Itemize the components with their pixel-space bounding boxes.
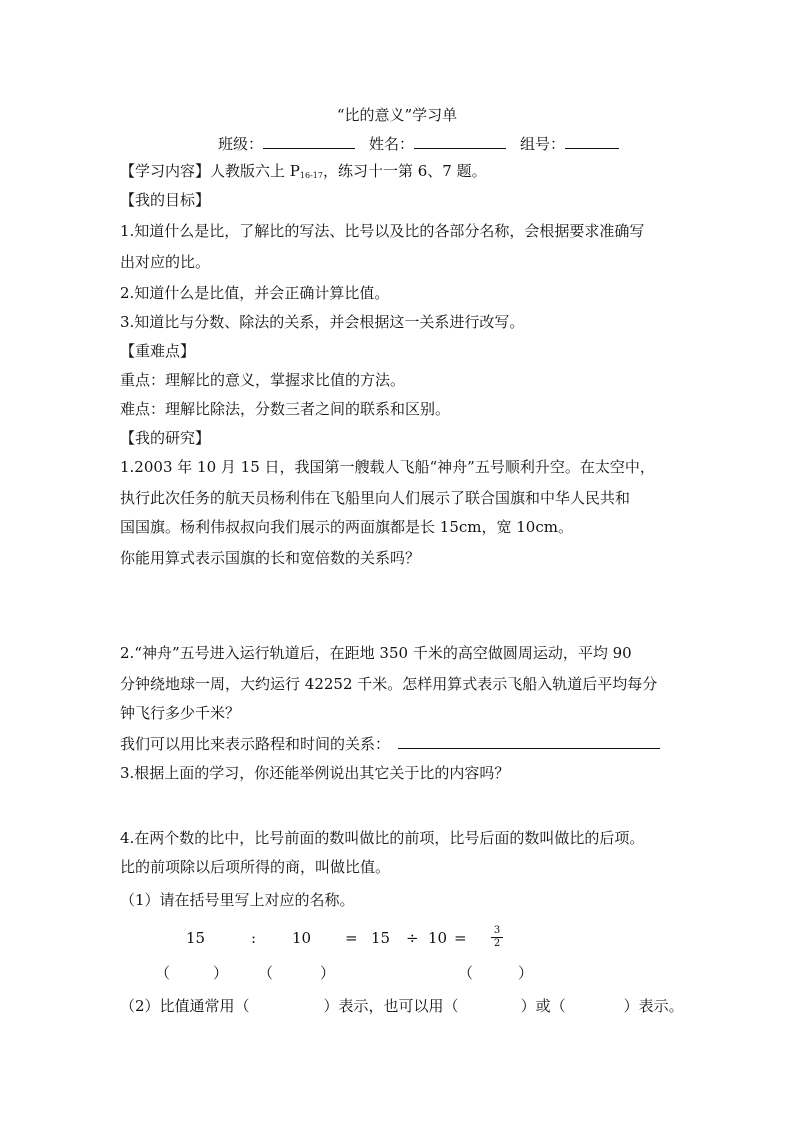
learning-content-label: 【学习内容】: [120, 162, 211, 180]
ratio-back-term: 10: [292, 929, 312, 947]
difficulty-point: 难点：理解比除法，分数三者之间的联系和区别。: [120, 400, 451, 418]
goal-item: 1.知道什么是比，了解比的写法、比号以及比的各部分名称，会根据要求准确写: [120, 222, 645, 240]
fraction-three-halves: [491, 925, 503, 950]
learning-content-text: 人教版六上 P: [210, 162, 300, 180]
answer-paren-close: ）: [518, 964, 534, 982]
sub2-part4: ）表示。: [623, 997, 684, 1015]
question-1-line: 你能用算式表示国旗的长和宽倍数的关系吗？: [120, 549, 421, 567]
question-1-line: 执行此次任务的航天员杨利伟在飞船里向人们展示了联合国旗和中华人民共和: [120, 489, 631, 507]
sub2-part2: ）表示，也可以用（: [323, 997, 459, 1015]
goal-item: 出对应的比。: [120, 253, 211, 271]
page-range: 16-17: [299, 171, 323, 180]
divisor: 10: [428, 929, 448, 947]
question-4-sub2: [120, 996, 684, 1018]
research-heading: 【我的研究】: [120, 429, 211, 447]
page-title: “比的意义”学习单: [336, 106, 458, 124]
dividend: 15: [371, 929, 391, 947]
class-label: 班级：: [218, 135, 264, 153]
group-blank[interactable]: [565, 134, 619, 149]
ratio-prompt: 我们可以用比来表示路程和时间的关系：: [120, 735, 391, 753]
student-info-row: [218, 133, 619, 155]
equals-sign: =: [345, 929, 358, 947]
goal-item: 2.知道什么是比值，并会正确计算比值。: [120, 284, 390, 302]
answer-paren-open: （: [458, 964, 474, 982]
question-1-line: 1.2003 年 10 月 15 日，我国第一艘载人飞船“神舟”五号顺利升空。在太空中，: [120, 458, 655, 476]
learning-content-rest: ，练习十一第 6、7 题。: [322, 162, 487, 180]
class-blank[interactable]: [263, 134, 355, 149]
answer-paren-close: ）: [213, 964, 229, 982]
equals-sign: =: [454, 929, 467, 947]
focus-point: 重点：理解比的意义，掌握求比值的方法。: [120, 371, 406, 389]
goal-item: 3.知道比与分数、除法的关系，并会根据这一关系进行改写。: [120, 313, 525, 331]
sub2-part1: （2）比值通常用（: [120, 997, 250, 1015]
question-2-line: 钟飞行多少千米？: [120, 704, 241, 722]
division-sign: ÷: [406, 929, 419, 947]
goals-heading: 【我的目标】: [120, 191, 211, 209]
key-points-heading: 【重难点】: [120, 342, 196, 360]
question-4-sub1: （1）请在括号里写上对应的名称。: [120, 891, 355, 909]
ratio-colon: :: [251, 929, 257, 947]
question-4-line: 4.在两个数的比中，比号前面的数叫做比的前项，比号后面的数叫做比的后项。: [120, 829, 645, 847]
fraction-numerator: 3: [491, 925, 503, 938]
fraction-denominator: 2: [493, 938, 501, 949]
question-2-line: 2.“神舟”五号进入运行轨道后，在距地 350 千米的高空做圆周运动，平均 90: [120, 644, 632, 662]
ratio-prompt-line: [120, 734, 660, 756]
question-2-line: 分钟绕地球一周，大约运行 42252 千米。怎样用算式表示飞船入轨道后平均每分: [120, 675, 658, 693]
group-label: 组号：: [520, 135, 566, 153]
ratio-front-term: 15: [186, 929, 206, 947]
learning-content-line: [120, 161, 487, 183]
answer-paren-open: （: [258, 964, 274, 982]
name-label: 姓名：: [369, 135, 415, 153]
name-blank[interactable]: [414, 134, 506, 149]
sub2-part3: ）或（: [520, 997, 566, 1015]
ratio-answer-blank[interactable]: [398, 734, 660, 749]
answer-paren-close: ）: [320, 964, 336, 982]
answer-paren-open: （: [155, 964, 171, 982]
question-1-line: 国国旗。杨利伟叔叔向我们展示的两面旗都是长 15cm，宽 10cm。: [120, 518, 573, 536]
question-4-line: 比的前项除以后项所得的商，叫做比值。: [120, 858, 391, 876]
question-3: 3.根据上面的学习，你还能举例说出其它关于比的内容吗？: [120, 764, 510, 782]
